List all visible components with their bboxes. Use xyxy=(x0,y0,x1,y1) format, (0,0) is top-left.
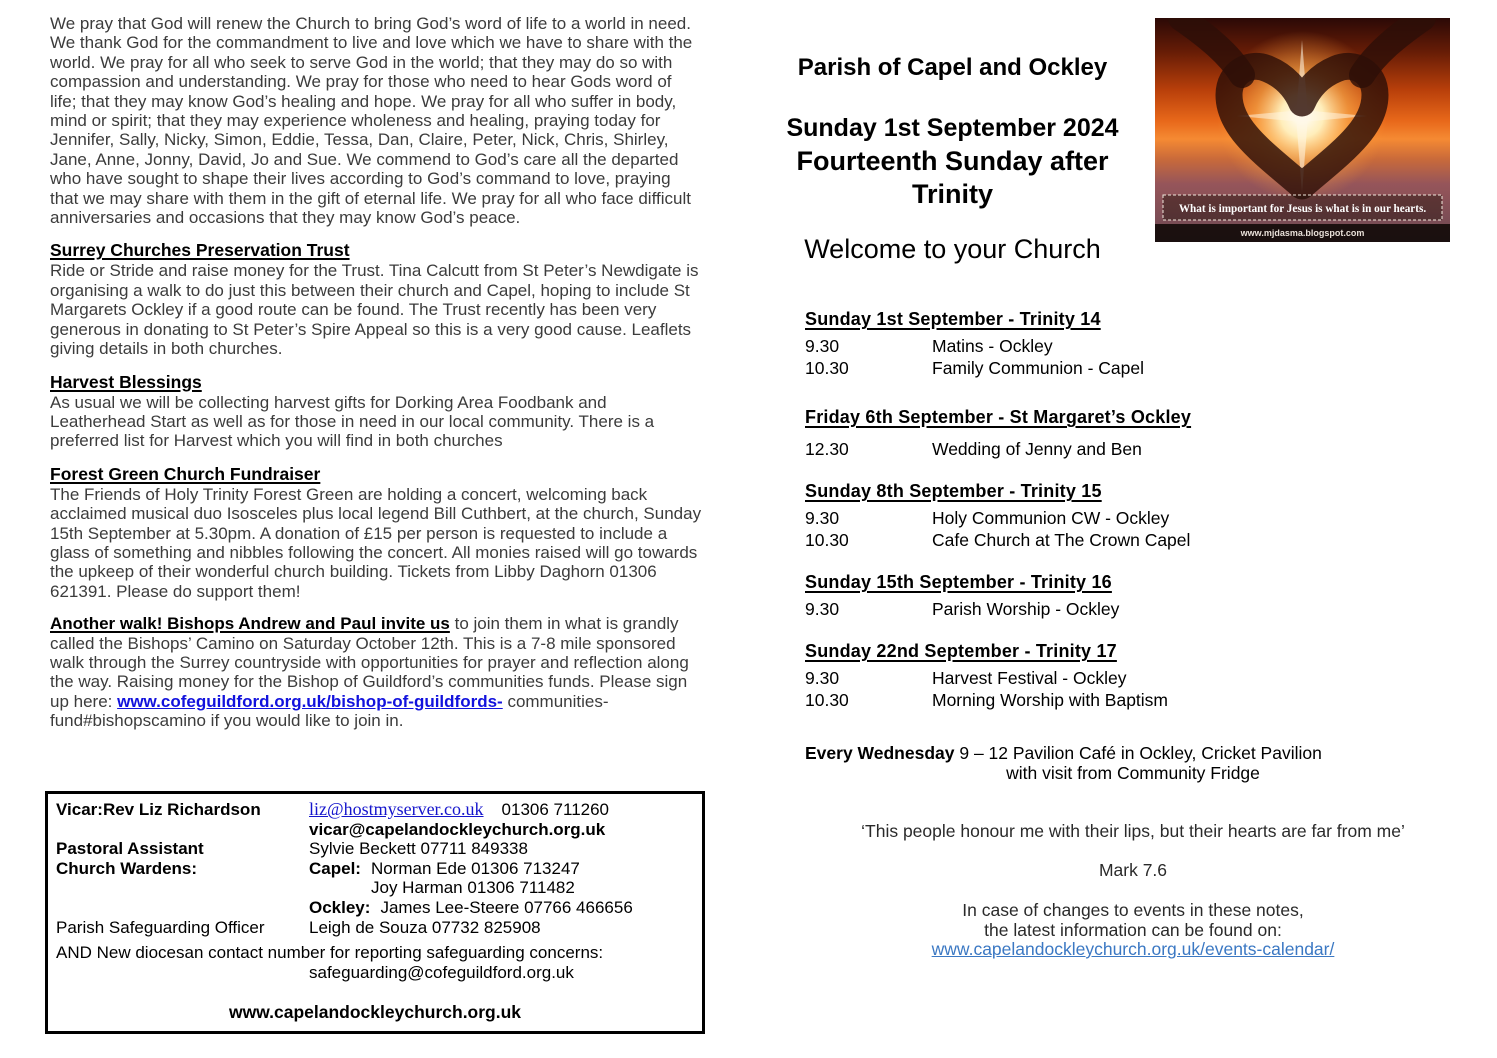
pastoral-label: Pastoral Assistant xyxy=(56,839,204,859)
safeguarding-label: Parish Safeguarding Officer xyxy=(56,917,265,937)
service-time: 9.30 xyxy=(805,668,840,688)
schedule-group-sept22 xyxy=(805,640,1465,711)
contact-row-safeguarding xyxy=(56,918,694,938)
capel-warden xyxy=(309,859,580,879)
schedule-group-sept6 xyxy=(805,406,1465,460)
wardens-label: Church Wardens: xyxy=(56,858,198,878)
schedule-row xyxy=(805,598,1465,620)
vicar-label: Vicar:Rev Liz Richardson xyxy=(56,800,261,819)
diocesan-safeguarding-email: safeguarding@cofeguildford.org.uk xyxy=(309,962,574,982)
image-credit: www.mjdasma.blogspot.com xyxy=(1240,228,1365,238)
service-schedule xyxy=(805,308,1465,731)
service-event: Matins - Ockley xyxy=(932,336,1053,356)
schedule-heading: Sunday 8th September - Trinity 15 xyxy=(805,481,1102,501)
image-caption: What is important for Jesus is what is in our hearts. xyxy=(1178,203,1427,215)
contact-row-wardens-ockley xyxy=(56,898,694,918)
wednesday-rest: 9 – 12 Pavilion Café in Ockley, Cricket Pavilion xyxy=(954,743,1322,763)
quote-block xyxy=(805,822,1461,960)
vicar-email-link[interactable]: liz@hostmyserver.co.uk xyxy=(309,799,484,819)
bishops-camino-link[interactable]: www.cofeguildford.org.uk/bishop-of-guildfords- xyxy=(117,691,503,711)
wednesday-line1 xyxy=(805,744,1461,764)
schedule-row xyxy=(805,689,1465,711)
right-header xyxy=(765,54,1140,265)
capel-warden-value: Norman Ede 01306 713247 xyxy=(370,858,580,878)
service-event: Morning Worship with Baptism xyxy=(932,690,1169,710)
contact-box xyxy=(45,791,705,1034)
another-walk-text-before: to join them in what is grandly called the Bishops’ Camino on Saturday October 12th. This is a 7-8 mile sponsored walk through the Surrey countryside with opportunities for prayer and reflection along the way. Raising money for the Bishop of Guildford’s communities funds. Please sign up here: xyxy=(50,614,689,711)
events-calendar-link[interactable]: www.capelandockleychurch.org.uk/events-calendar/ xyxy=(931,939,1335,959)
service-time: 9.30 xyxy=(805,599,840,619)
changes-link-row xyxy=(805,940,1461,960)
schedule-row xyxy=(805,438,1465,460)
contact-row-vicar xyxy=(56,800,694,820)
section-body-preservation-trust: Ride or Stride and raise money for the Trust. Tina Calcutt from St Peter’s Newdigate is organising a walk to do just this between their church and Capel, hoping to include St Margarets Ockley if a good route can be found. The Trust recently has been very generous in donating to St Peter’s Spire Appeal so this is a very good cause. Leaflets giving details in both churches. xyxy=(50,261,699,359)
section-heading-forest-green-fundraiser: Forest Green Church Fundraiser xyxy=(50,463,321,484)
scripture-quote: ‘This people honour me with their lips, but their hearts are far from me’ xyxy=(861,821,1405,841)
vicar-contact xyxy=(309,800,609,820)
left-column xyxy=(50,14,702,744)
prayer-paragraph: We pray that God will renew the Church to bring God’s word of life to a world in need. We thank God for the commandment to live and love which we have to share with the world. We pray for all who seek to serve God in the world; that they may do so with compassion and understanding. We pray for those who need to hear Gods word of life; that they may know God’s healing and hope. We pray for all who suffer in body, mind or spirit; that they may experience wholeness and healing, praying today for Jennifer, Sally, Nicky, Simon, Eddie, Tessa, Dan, Claire, Peter, Nick, Chris, Shirley, Jane, Anne, Jonny, David, Jo and Sue. We commend to God’s care all the departed who have sought to shape their lives according to God’s command to love, praying that we may share with them in the gift of eternal life. We pray for all who face difficult anniversaries and occasions that they may know God’s peace. xyxy=(50,14,693,228)
sunday-subtitle: Fourteenth Sunday after Trinity xyxy=(796,146,1109,209)
vicar-phone: 01306 711260 xyxy=(501,800,610,819)
schedule-row xyxy=(805,507,1465,529)
scripture-reference: Mark 7.6 xyxy=(1098,859,1168,880)
wednesday-bold: Every Wednesday xyxy=(805,743,955,763)
date-line: Sunday 1st September 2024 xyxy=(786,114,1119,142)
schedule-heading: Sunday 15th September - Trinity 16 xyxy=(805,572,1112,592)
diocesan-note: AND New diocesan contact number for reporting safeguarding concerns: xyxy=(56,943,604,963)
schedule-row xyxy=(805,529,1465,551)
schedule-heading: Sunday 22nd September - Trinity 17 xyxy=(805,641,1117,661)
changes-note-line2: the latest information can be found on: xyxy=(984,919,1282,940)
ockley-prefix: Ockley: xyxy=(309,897,371,917)
wednesday-note xyxy=(805,744,1461,783)
schedule-heading: Sunday 1st September - Trinity 14 xyxy=(805,309,1101,329)
schedule-row xyxy=(805,357,1465,379)
service-time: 10.30 xyxy=(805,690,849,710)
service-event: Cafe Church at The Crown Capel xyxy=(932,530,1191,550)
another-walk-text-after: communities-fund#bishopscamino if you would like to join in. xyxy=(50,691,609,731)
contact-row-wardens-capel2 xyxy=(56,878,694,898)
welcome-line: Welcome to your Church xyxy=(804,234,1101,264)
service-event: Harvest Festival - Ockley xyxy=(932,668,1127,688)
vicar-email-secondary: vicar@capelandockleychurch.org.uk xyxy=(309,819,606,839)
contact-row-pastoral xyxy=(56,839,694,859)
schedule-group-sept8 xyxy=(805,480,1465,551)
contact-row-wardens-capel xyxy=(56,859,694,879)
service-event: Parish Worship - Ockley xyxy=(932,599,1120,619)
parish-title: Parish of Capel and Ockley xyxy=(797,54,1108,81)
capel-prefix: Capel: xyxy=(309,858,361,878)
parish-website: www.capelandockleychurch.org.uk xyxy=(228,1002,522,1023)
ockley-warden xyxy=(309,898,633,918)
contact-row-vicar-email2 xyxy=(56,820,694,840)
hero-image-heart-hands xyxy=(1155,18,1450,242)
section-heading-harvest-blessings: Harvest Blessings xyxy=(50,371,202,392)
wednesday-line2: with visit from Community Fridge xyxy=(1006,762,1260,783)
capel-warden-value2: Joy Harman 01306 711482 xyxy=(371,878,575,898)
service-event: Wedding of Jenny and Ben xyxy=(932,439,1142,459)
service-time: 9.30 xyxy=(805,336,840,356)
service-time: 10.30 xyxy=(805,358,849,378)
ockley-warden-value: James Lee-Steere 07766 466656 xyxy=(380,897,633,917)
service-time: 10.30 xyxy=(805,530,849,550)
schedule-heading: Friday 6th September - St Margaret’s Ockley xyxy=(805,407,1192,427)
section-body-harvest-blessings: As usual we will be collecting harvest gifts for Dorking Area Foodbank and Leatherhead Start as well as for those in need in our local community. There is a preferred list for Harvest which you will find in both churches xyxy=(50,392,655,451)
another-walk-paragraph xyxy=(50,614,702,730)
schedule-row xyxy=(805,667,1465,689)
service-time: 9.30 xyxy=(805,508,840,528)
schedule-group-sept15 xyxy=(805,571,1465,620)
service-time: 12.30 xyxy=(805,439,849,459)
section-heading-preservation-trust: Surrey Churches Preservation Trust xyxy=(50,240,350,261)
another-walk-heading: Another walk! Bishops Andrew and Paul invite us xyxy=(50,614,450,634)
service-event: Holy Communion CW - Ockley xyxy=(932,508,1170,528)
heart-hands-illustration xyxy=(1155,18,1450,242)
service-event: Family Communion - Capel xyxy=(932,358,1145,378)
safeguarding-value: Leigh de Souza 07732 825908 xyxy=(309,917,541,937)
schedule-row xyxy=(805,335,1465,357)
section-body-forest-green-fundraiser: The Friends of Holy Trinity Forest Green are holding a concert, welcoming back acclaimed musical duo Isosceles plus local legend Bill Cuthbert, at the church, Sunday 15th September at 5.30pm. A donation of £15 per person is requested to include a glass of something and nibbles following the concert. All monies raised will go towards the upkeep of their wonderful church building. Tickets from Libby Daghorn 01306 621391. Please do support them! xyxy=(50,484,702,601)
changes-note-line1: In case of changes to events in these notes, xyxy=(962,900,1304,920)
schedule-group-sept1 xyxy=(805,308,1465,379)
pastoral-value: Sylvie Beckett 07711 849338 xyxy=(309,839,528,859)
